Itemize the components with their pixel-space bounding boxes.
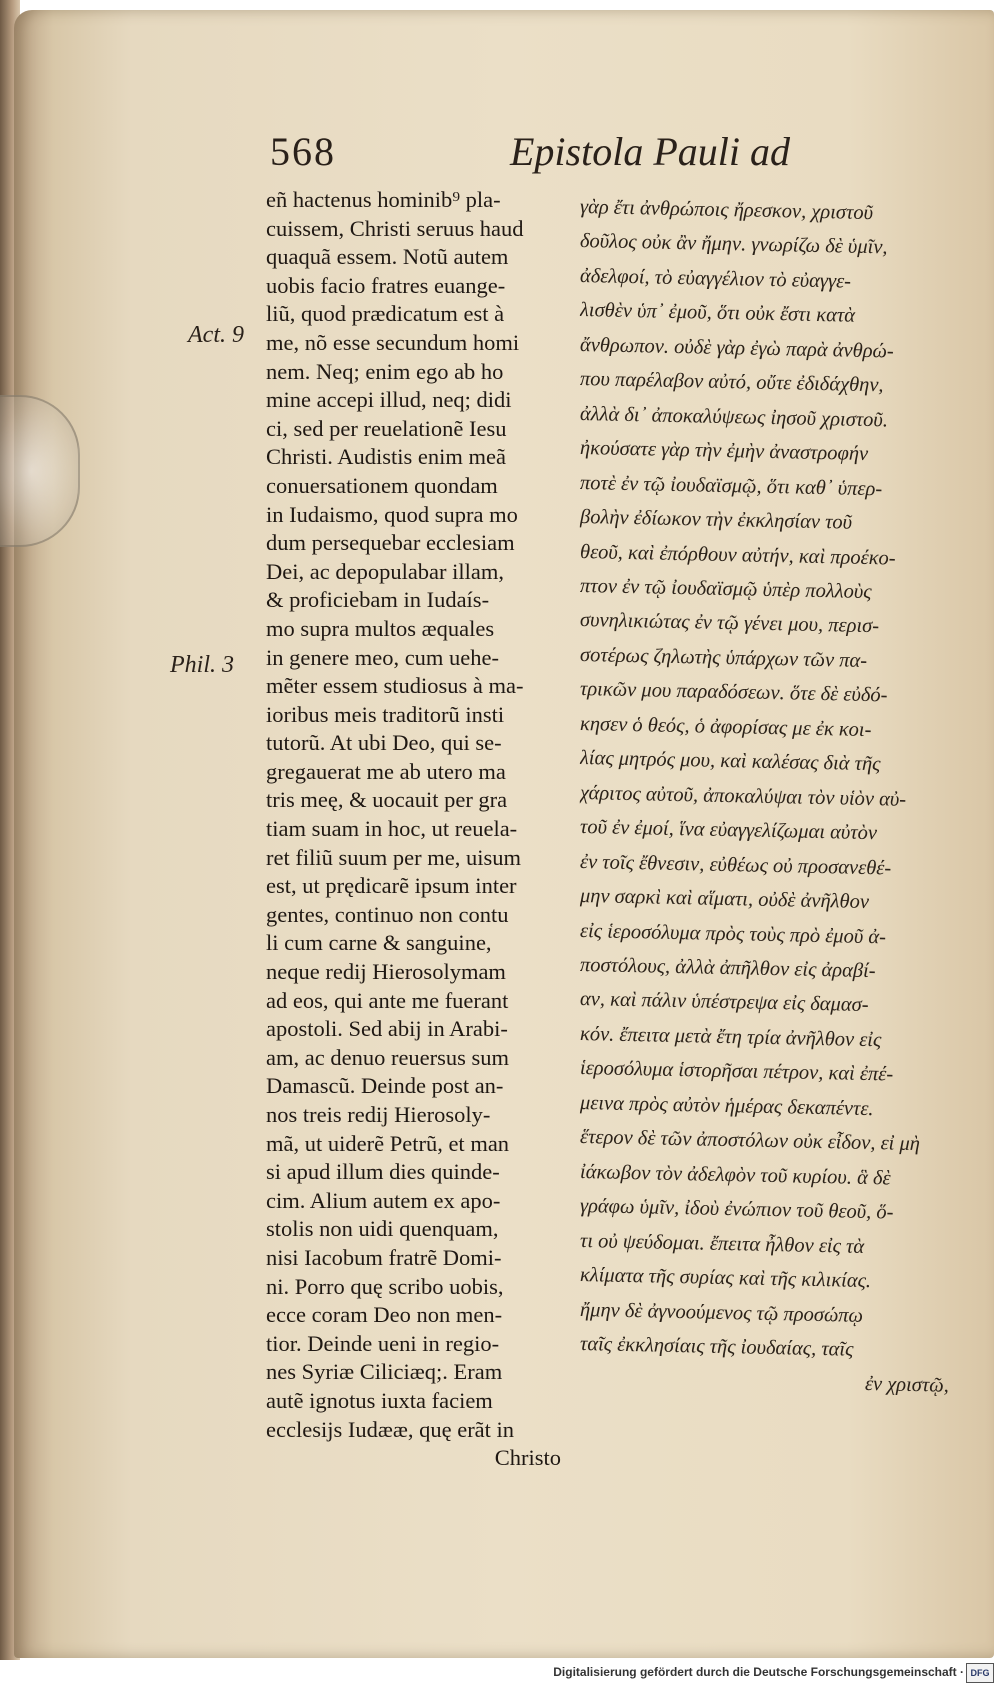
greek-line: κλίματα τῆς συρίας καὶ τῆς κιλικίας. (579, 1264, 872, 1293)
latin-line: in Iudaismo, quod supra mo (266, 501, 518, 527)
latin-line: cim. Alium autem ex apo- (266, 1187, 501, 1213)
latin-line: ad eos, qui ante me fuerant (266, 987, 509, 1013)
latin-line: ni. Porro quę scribo uobis, (266, 1273, 504, 1299)
latin-line: quaquã essem. Notũ autem (266, 244, 509, 270)
latin-line: ecce coram Deo non men- (266, 1302, 503, 1328)
greek-line: κόν. ἔπειτα μετὰ ἔτη τρία ἀνῆλθον εἰς (579, 1022, 882, 1052)
latin-line: autẽ ignotus iuxta faciem (266, 1387, 493, 1413)
latin-line: Dei, ac depopulabar illam, (266, 558, 505, 584)
running-title: Epistola Pauli ad (510, 129, 790, 174)
latin-line: cuissem, Christi seruus haud (266, 215, 524, 241)
greek-line: χάριτος αὐτοῦ, ἀποκαλύψαι τὸν υἱὸν αὐ- (579, 781, 907, 811)
greek-line: θεοῦ, καὶ ἐπόρθουν αὐτήν, καὶ προέκο- (579, 540, 896, 570)
latin-line: ret filiũ suum per me, uisum (266, 844, 521, 870)
greek-line: πτον ἐν τῷ ἰουδαϊσμῷ ὑπὲρ πολλοὺς (579, 574, 872, 604)
latin-line: stolis non uidi quenquam, (266, 1216, 499, 1242)
latin-line: tris meę, & uocauit per gra (266, 787, 508, 813)
latin-line: dum persequebar ecclesiam (266, 530, 515, 556)
greek-line: ἀδελφοί, τὸ εὐαγγέλιον τὸ εὐαγγε- (579, 264, 852, 293)
greek-line: αν, καὶ πάλιν ὑπέστρεψα εἰς δαμασ- (579, 988, 869, 1017)
latin-line: nisi Iacobum fratrẽ Domi- (266, 1244, 502, 1270)
latin-line: uobis facio fratres euange- (266, 272, 506, 298)
dfg-logo: DFG (966, 1663, 994, 1683)
latin-line: me, nõ esse secundum homi (266, 329, 520, 355)
latin-line: nem. Neq; enim ego ab ho (266, 358, 504, 384)
greek-line-final: ἐν χριστῷ, (864, 1373, 950, 1398)
greek-line: λίας μητρός μου, καὶ καλέσας διὰ τῆς (579, 747, 881, 776)
greek-line: ἐν τοῖς ἔθνεσιν, εὐθέως οὐ προσανεθέ- (579, 850, 892, 880)
latin-line: mine accepi illud, neq; didi (266, 387, 512, 413)
latin-line: tiam suam in hoc, ut reuela- (266, 816, 518, 842)
latin-line: Christi. Audistis enim meã (266, 444, 506, 470)
greek-line: μεινα πρὸς αὐτὸν ἡμέρας δεκαπέντε. (579, 1091, 874, 1120)
greek-line: ἄνθρωπον. οὐδὲ γὰρ ἐγὼ παρὰ ἀνθρώ- (579, 333, 894, 363)
latin-line: mo supra multos æquales (266, 615, 495, 641)
latin-line: gentes, continuo non contu (266, 901, 509, 927)
latin-line: est, ut prędicarẽ ipsum inter (266, 873, 517, 899)
greek-line: εἰς ἱεροσόλυμα πρὸς τοὺς πρὸ ἐμοῦ ἀ- (579, 919, 887, 948)
greek-manuscript-column (580, 190, 980, 1396)
page-header (270, 128, 790, 188)
latin-line: ecclesijs Iudææ, quę erãt in (266, 1416, 515, 1442)
greek-line: ποτὲ ἐν τῷ ἰουδαϊσμῷ, ὅτι καθ᾽ ὑπερ- (579, 471, 883, 500)
latin-catchword: Christo (494, 1445, 561, 1471)
greek-line: βολὴν ἐδίωκον τὴν ἐκκλησίαν τοῦ (579, 506, 853, 534)
greek-line: ἰάκωβον τὸν ἀδελφὸν τοῦ κυρίου. ἃ δὲ (579, 1160, 891, 1190)
greek-line: ἤμην δὲ ἀγνοούμενος τῷ προσώπῳ (579, 1298, 864, 1327)
greek-line: λισθὲν ὑπ᾽ ἐμοῦ, ὅτι οὐκ ἔστι κατὰ (579, 299, 856, 328)
greek-line: ταῖς ἐκκλησίαις τῆς ἰουδαίας, ταῖς (579, 1332, 854, 1361)
greek-line: ἠκούσατε γὰρ τὴν ἐμὴν ἀναστροφήν (579, 437, 869, 466)
latin-line: neque redij Hierosolymam (266, 959, 506, 985)
greek-line: τι οὐ ψεύδομαι. ἔπειτα ἦλθον εἰς τὰ (579, 1229, 865, 1258)
page-number: 568 (270, 129, 336, 174)
latin-line: li cum carne & sanguine, (266, 930, 492, 956)
greek-line: μην σαρκὶ καὶ αἵματι, οὐδὲ ἀνῆλθον (579, 885, 870, 914)
latin-line: & proficiebam in Iudaís- (266, 587, 490, 613)
greek-line: ἱεροσόλυμα ἱστορῆσαι πέτρον, καὶ ἐπέ- (579, 1057, 894, 1086)
latin-line: tior. Deinde ueni in regio- (266, 1330, 500, 1356)
greek-line: ἀλλὰ δι᾽ ἀποκαλύψεως ἰησοῦ χριστοῦ. (579, 402, 889, 432)
latin-line: eñ hactenus hominib⁹ pla- (266, 187, 501, 212)
greek-line: γράφω ὑμῖν, ἰδοὺ ἐνώπιον τοῦ θεοῦ, ὅ- (579, 1195, 894, 1224)
greek-line: ποστόλους, ἀλλὰ ἀπῆλθον εἰς ἀραβί- (579, 953, 876, 983)
greek-line: ἕτερον δὲ τῶν ἀποστόλων οὐκ εἶδον, εἰ μὴ (579, 1126, 921, 1156)
latin-line: apostoli. Sed abij in Arabi- (266, 1016, 508, 1042)
footer-bar (0, 1660, 1000, 1687)
latin-line: ioribus meis traditorũ insti (266, 701, 505, 727)
latin-line: gregauerat me ab utero ma (266, 758, 506, 784)
latin-line: si apud illum dies quinde- (266, 1159, 500, 1185)
greek-line: γὰρ ἔτι ἀνθρώποις ἤρεσκον, χριστοῦ (579, 196, 874, 225)
latin-line: nes Syriæ Ciliciæq;. Eram (266, 1359, 503, 1385)
latin-line: liũ, quod prædicatum est à (266, 301, 505, 327)
latin-line: mã, ut uiderẽ Petrũ, et man (266, 1130, 510, 1156)
margin-note-philippians: Phil. 3 (170, 652, 234, 678)
latin-line: conuersationem quondam (266, 472, 498, 498)
latin-line: Damascũ. Deinde post an- (266, 1073, 504, 1099)
funding-credit: Digitalisierung gefördert durch die Deutsche Forschungsgemeinschaft · (553, 1665, 964, 1679)
latin-text-column (266, 186, 561, 1473)
greek-line: δοῦλος οὐκ ἂν ἤμην. γνωρίζω δὲ ὑμῖν, (579, 230, 888, 259)
greek-line: τοῦ ἐν ἐμοί, ἵνα εὐαγγελίζωμαι αὐτὸν (579, 816, 878, 845)
greek-line: κησεν ὁ θεός, ὁ ἀφορίσας με ἐκ κοι- (579, 712, 872, 741)
greek-line: τρικῶν μου παραδόσεων. ὅτε δὲ εὐδό- (579, 678, 888, 707)
latin-line: tutorũ. At ubi Deo, qui se- (266, 730, 502, 756)
greek-line: που παρέλαβον αὐτό, οὔτε ἐδιδάχθην, (579, 368, 884, 397)
greek-line: συνηλικιώτας ἐν τῷ γένει μου, περισ- (579, 609, 880, 638)
latin-line: ci, sed per reuelationẽ Iesu (266, 415, 507, 441)
latin-line: mẽter essem studiosus à ma- (266, 673, 524, 699)
latin-line: am, ac denuo reuersus sum (266, 1044, 510, 1070)
margin-note-acts: Act. 9 (188, 322, 244, 348)
greek-line: σοτέρως ζηλωτὴς ὑπάρχων τῶν πα- (579, 643, 868, 672)
latin-line: in genere meo, cum uehe- (266, 644, 500, 670)
latin-line: nos treis redij Hierosoly- (266, 1102, 491, 1127)
